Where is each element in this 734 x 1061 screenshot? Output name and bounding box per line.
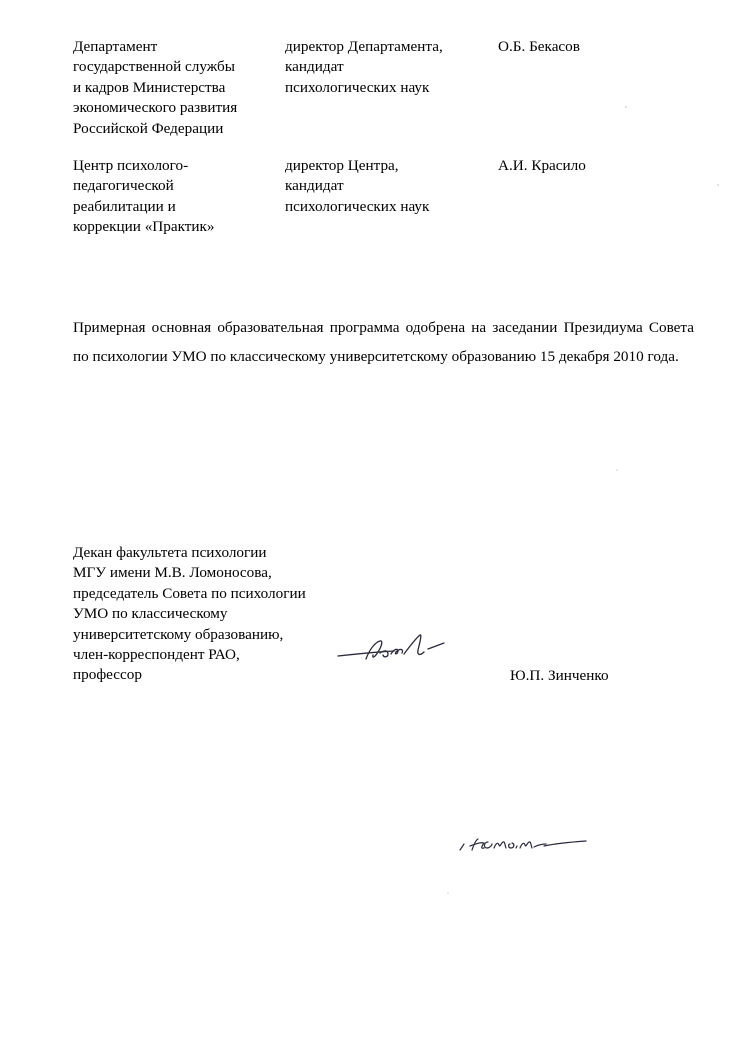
signatory-position: директор Центра, кандидат психологических наук	[285, 157, 430, 215]
organization-name: Центр психолого- педагогической реабилитации и коррекции «Практик»	[73, 157, 215, 236]
handwritten-signature-dean	[336, 632, 454, 668]
organization-name: Департамент государственной службы и кадров Министерства экономического развития Российской Федерации	[73, 38, 238, 137]
signatory-name: А.И. Красило	[498, 157, 586, 174]
approval-paragraph: Примерная основная образовательная программа одобрена на заседании Президиума Совета по психологии УМО по классическому университетскому образованию 15 декабря 2010 года.	[73, 319, 694, 365]
dean-title-block: Декан факультета психологии МГУ имени М.В. Ломоносова, председатель Совета по психологии УМО по классическому университетскому образованию, член-корреспондент РАО, профессор	[73, 544, 306, 684]
handwritten-initials	[458, 830, 590, 858]
dean-name: Ю.П. Зинченко	[510, 667, 609, 684]
signatory-name: О.Б. Бекасов	[498, 38, 580, 55]
signatory-position: директор Департамента, кандидат психологических наук	[285, 38, 443, 96]
